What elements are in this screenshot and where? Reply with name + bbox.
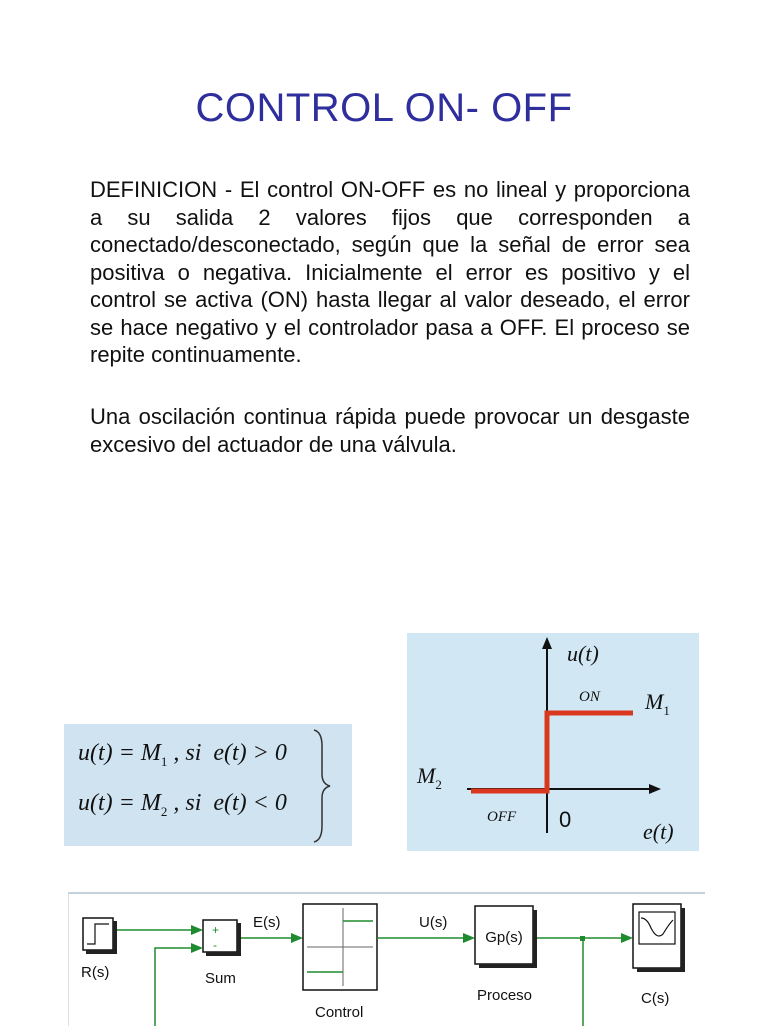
m2-label — [416, 763, 442, 792]
equation-on-m: M — [140, 740, 161, 766]
m1-label — [644, 689, 670, 718]
on-label: ON — [579, 689, 600, 705]
page-title: CONTROL ON- OFF — [195, 86, 573, 130]
sum-label: Sum — [205, 970, 236, 987]
equation-off-condition: , si e(t) < 0 — [173, 790, 287, 816]
sum-block[interactable] — [203, 920, 237, 952]
oscillation-paragraph: Una oscilación continua rápida puede provocar un desgaste excesivo del actuador de una válvula. — [90, 404, 690, 457]
m2-sub: 2 — [435, 777, 442, 792]
equation-off-lhs: u(t) — [78, 790, 113, 816]
equation-on-m-sub: 1 — [160, 753, 168, 769]
onoff-characteristic-line — [471, 713, 633, 791]
sum-minus-sign: - — [213, 938, 217, 952]
equations-box — [64, 724, 352, 846]
x-axis-arrow-icon — [649, 784, 661, 794]
source-label: R(s) — [81, 964, 110, 981]
m1-sub: 1 — [663, 703, 670, 718]
control-label: Control — [315, 1004, 364, 1021]
equation-off-m: M — [140, 790, 161, 816]
origin-label: 0 — [559, 807, 572, 832]
equation-off: $u(t) = M_2$ , si e(t) < 0 — [78, 790, 287, 819]
m1-base: M — [645, 689, 664, 714]
equation-on-condition: , si e(t) > 0 — [173, 740, 287, 766]
equation-on: $u(t) = M_1$ , si e(t) > 0 — [78, 740, 287, 769]
scope-label: C(s) — [641, 990, 670, 1007]
equation-off-m-sub: 2 — [160, 803, 168, 819]
control-output-label: U(s) — [419, 914, 448, 931]
onoff-characteristic-graph — [407, 633, 699, 851]
sum-plus-sign: + — [212, 923, 220, 937]
off-label: OFF — [487, 809, 517, 825]
process-block-text: Gp(s) — [485, 929, 523, 946]
y-axis-label: u(t) — [567, 641, 599, 666]
step-source-block[interactable] — [83, 918, 113, 950]
y-axis-arrow-icon — [542, 637, 552, 649]
process-label: Proceso — [477, 987, 533, 1004]
m2-base: M — [417, 763, 436, 788]
x-axis-label: e(t) — [643, 819, 674, 844]
equation-on-lhs: u(t) — [78, 740, 113, 766]
branch-point — [580, 936, 585, 941]
scope-screen-icon — [639, 912, 675, 944]
error-signal-label: E(s) — [253, 914, 281, 931]
block-diagram — [68, 892, 705, 1026]
definition-paragraph: DEFINICION - El control ON-OFF es no lineal y proporciona a su salida 2 valores fijos que corresponden a conectado/desconectado, según que la señal de error sea positiva o negativa. Inicialmente el error es positivo y el control se activa (ON) hasta llegar al valor deseado, el error se hace negativo y el controlador pasa a OFF. El proceso se repite continuamente. — [90, 177, 690, 367]
